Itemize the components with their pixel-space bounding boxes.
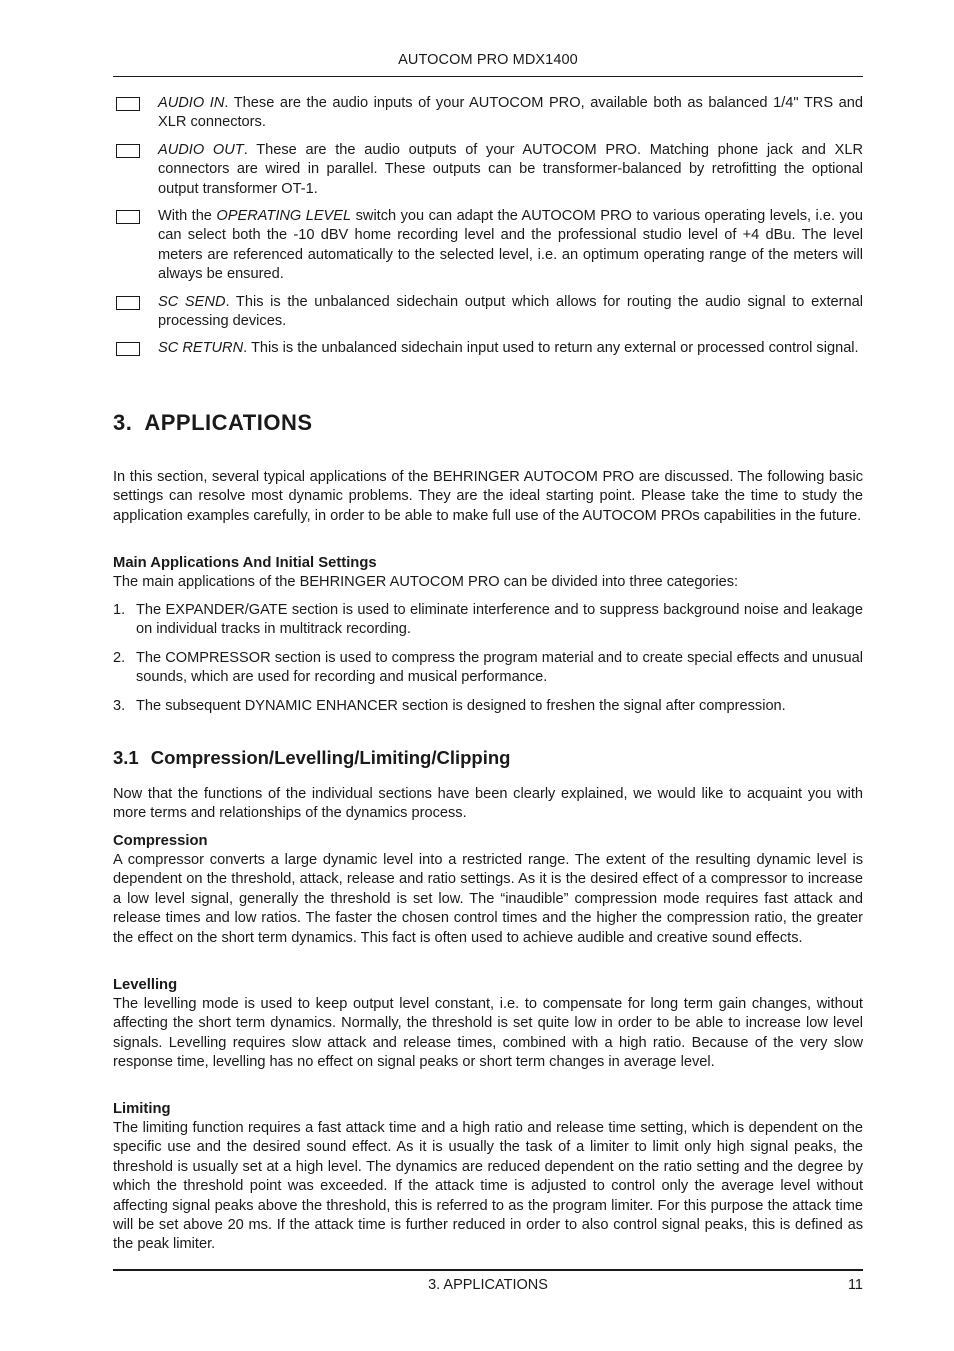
section31-intro [113,785,863,824]
control-descriptions [113,94,863,367]
list-text: The subsequent DYNAMIC ENHANCER section is designed to freshen the signal after compression. [136,697,786,714]
compression-block [113,832,863,948]
footer-rule [113,1269,863,1271]
control-description: switch you can adapt the AUTOCOM PRO to various operating levels, i.e. you can select both the -10 dBV home recording level and the professional studio level of +4 dBu. The level meters are referenced automatically to the selected level, i.e. an optimum operating range of the meters will always be ensured. [158,208,864,283]
control-prefix: With the [158,208,217,225]
control-description: . These are the audio inputs of your AUTOCOM PRO, available both as balanced 1/4" TRS and XLR connectors. [158,95,863,131]
control-description: . These are the audio outputs of your AUTOCOM PRO. Matching phone jack and XLR connectors are wired in parallel. These outputs can be transformer-balanced by retrofitting the optional output transformer OT-1. [158,141,863,197]
control-name: SC RETURN [158,340,244,357]
main-applications [113,554,863,592]
control-item-sc-return [113,339,863,358]
callout-box [116,296,140,310]
control-description: . This is the unbalanced sidechain input used to return any external or processed control signal. [243,340,859,357]
control-item-operating-level [113,207,863,285]
header-rule [113,76,863,77]
intro-paragraph: In this section, several typical applications of the BEHRINGER AUTOCOM PRO are discussed. The following basic settings can resolve most dynamic problems. They are the ideal starting point. Please take the time to study the application examples carefully, in order to be able to make full use of the AUTOCOM PROs capabilities in the future. [113,469,863,524]
limiting-block [113,1100,863,1255]
list-item [113,601,863,640]
levelling-text: The levelling mode is used to keep output level constant, i.e. to compensate for long term gain changes, without affecting the short term dynamics. Normally, the threshold is set quite low in order to be able to increase low level signals. Levelling requires slow attack and release times, combined with a high ratio. Because of the very slow response time, levelling has no effect on signal peaks or short term changes in average level. [113,996,863,1071]
callout-box [116,342,140,356]
section-heading-3-1 [113,747,510,769]
subheading-limiting: Limiting [113,1101,171,1117]
subheading-main-applications: Main Applications And Initial Settings [113,555,377,571]
callout-box [116,210,140,224]
control-name: AUDIO OUT [158,141,244,158]
main-applications-text: The main applications of the BEHRINGER AUTOCOM PRO can be divided into three categories: [113,574,739,590]
control-name: AUDIO IN [158,95,225,111]
control-item-audio-in [113,94,863,133]
section-number: 3. [113,410,133,435]
control-description: . This is the unbalanced sidechain output which allows for routing the audio signal to external processing devices. [158,293,863,330]
subheading-compression: Compression [113,833,208,849]
list-number: 3. [113,697,126,714]
callout-box [116,97,140,111]
compression-text: A compressor converts a large dynamic level into a restricted range. The extent of the resulting dynamic level is dependent on the threshold, attack, release and ratio settings. As it is the desired effect of a compressor to increase a low level signal, generally the threshold is set low. The “inaudible” compression mode requires fast attack and release times and low ratios. The faster the chosen control times and the higher the compression ratio, the greater the effect on the short term dynamics. This fact is often used to achieve audible and creative sound effects. [113,852,863,946]
control-item-sc-send [113,293,863,332]
control-item-audio-out [113,141,863,199]
applications-list [113,601,863,725]
control-name: SC SEND [158,293,226,310]
list-item [113,649,863,688]
list-text: The EXPANDER/GATE section is used to eliminate interference and to suppress background noise and leakage on individual tracks in multitrack recording. [136,602,863,638]
section-title: Compression/Levelling/Limiting/Clipping [150,747,511,768]
callout-box [116,144,140,158]
list-item [113,697,863,716]
section-number: 3.1 [113,747,139,768]
intro-paragraph: Now that the functions of the individual sections have been clearly explained, we would like to acquaint you with more terms and relationships of the dynamics process. [113,786,863,822]
limiting-text: The limiting function requires a fast attack time and a high ratio and release time setting, which is dependent on the specific use and the desired sound effect. As it is usually the task of a limiter to limit only high signal peaks, the threshold is usually set at a high level. The dynamics are reduced dependent on the ratio setting and the degree by which the threshold point was exceeded. If the attack time is adjusted to control only the average level without affecting signal peaks above the threshold, this is referred to as the program limiter. For this purpose the attack time will be set above 20 ms. If the attack time is further reduced in order to also control signal peaks, this is defined as the peak limiter. [113,1120,863,1253]
page-number: 11 [847,1277,863,1293]
levelling-block [113,976,863,1073]
control-name: OPERATING LEVEL [216,208,352,225]
list-text: The COMPRESSOR section is used to compress the program material and to create special effects and unusual sounds, which are used for recording and musical performance. [136,649,863,686]
section-title: APPLICATIONS [144,410,313,435]
subheading-levelling: Levelling [113,977,178,993]
list-number: 2. [113,649,126,666]
list-number: 1. [113,602,126,618]
running-header: AUTOCOM PRO MDX1400 [398,52,578,68]
applications-intro [113,468,863,526]
section-heading-applications [113,410,313,436]
running-footer: 3. APPLICATIONS [428,1277,548,1293]
